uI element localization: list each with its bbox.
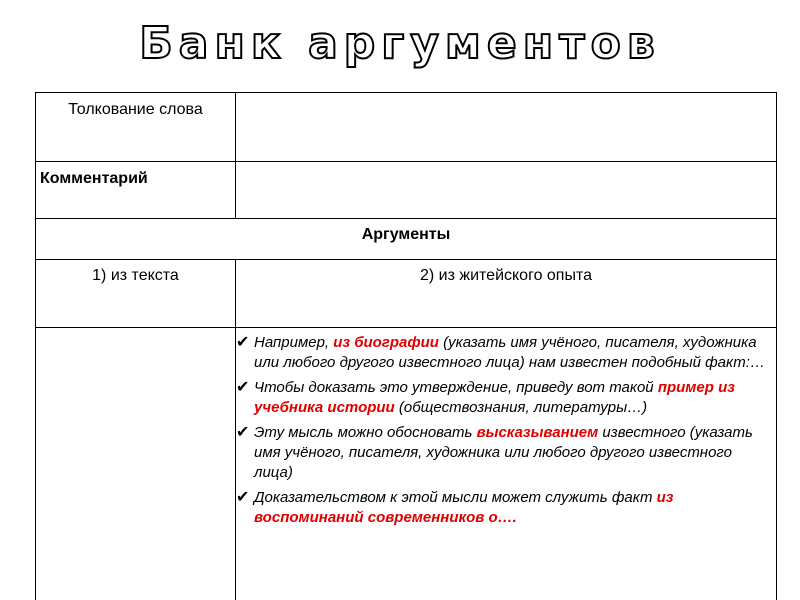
from-life-label: 2) из житейского опыта [419,267,593,284]
term-value-cell [236,93,777,162]
check-mark-icon: ✔ [236,489,250,506]
bullet-pre: Эту мысль можно обосновать [254,424,477,441]
from-life-cell [236,260,777,328]
examples-right-cell [236,328,777,600]
comment-value-cell [236,162,777,219]
comment-label: Комментарий [40,170,148,187]
table-row-arguments [36,219,777,260]
bullet-post: (указать имя учёного, писателя, художника или любого другого известного лица) нам известен подобный факт:… [254,334,765,371]
table-row-comment [36,162,777,219]
bullet-highlight: из биографии [333,334,439,351]
check-mark-icon: ✔ [236,424,250,441]
arguments-label: Аргументы [361,226,451,243]
bullet-post: известного (указать имя учёного, писателя, художника или любого другого известного лица) [254,424,753,481]
bullet-highlight: пример из учебника истории [254,379,735,416]
example-phrases-list [236,328,776,528]
table-row-term [36,93,777,162]
arguments-header-cell [36,219,777,260]
comment-label-cell [36,162,236,219]
bullet-pre: Доказательством к этой мысли может служить факт [254,489,657,506]
table-row-sources [36,260,777,328]
term-label: Толкование слова [68,101,203,118]
list-item [236,378,768,418]
page-title: Банк аргументов [139,18,661,69]
list-item [236,333,768,373]
bullet-highlight: из воспоминаний современников о…. [254,489,674,526]
term-label-cell [36,93,236,162]
list-item [236,488,768,528]
bullet-pre: Чтобы доказать это утверждение, приведу вот такой [254,379,658,396]
check-mark-icon: ✔ [236,334,250,351]
argument-bank-table [35,92,777,600]
bullet-pre: Например, [254,334,334,351]
list-item [236,423,768,483]
bullet-post: (обществознания, литературы…) [394,399,648,416]
from-text-cell [36,260,236,328]
table-row-examples [36,328,777,600]
examples-left-cell [36,328,236,600]
from-text-label: 1) из текста [92,267,179,284]
bullet-highlight: высказыванием [476,424,599,441]
check-mark-icon: ✔ [236,379,250,396]
